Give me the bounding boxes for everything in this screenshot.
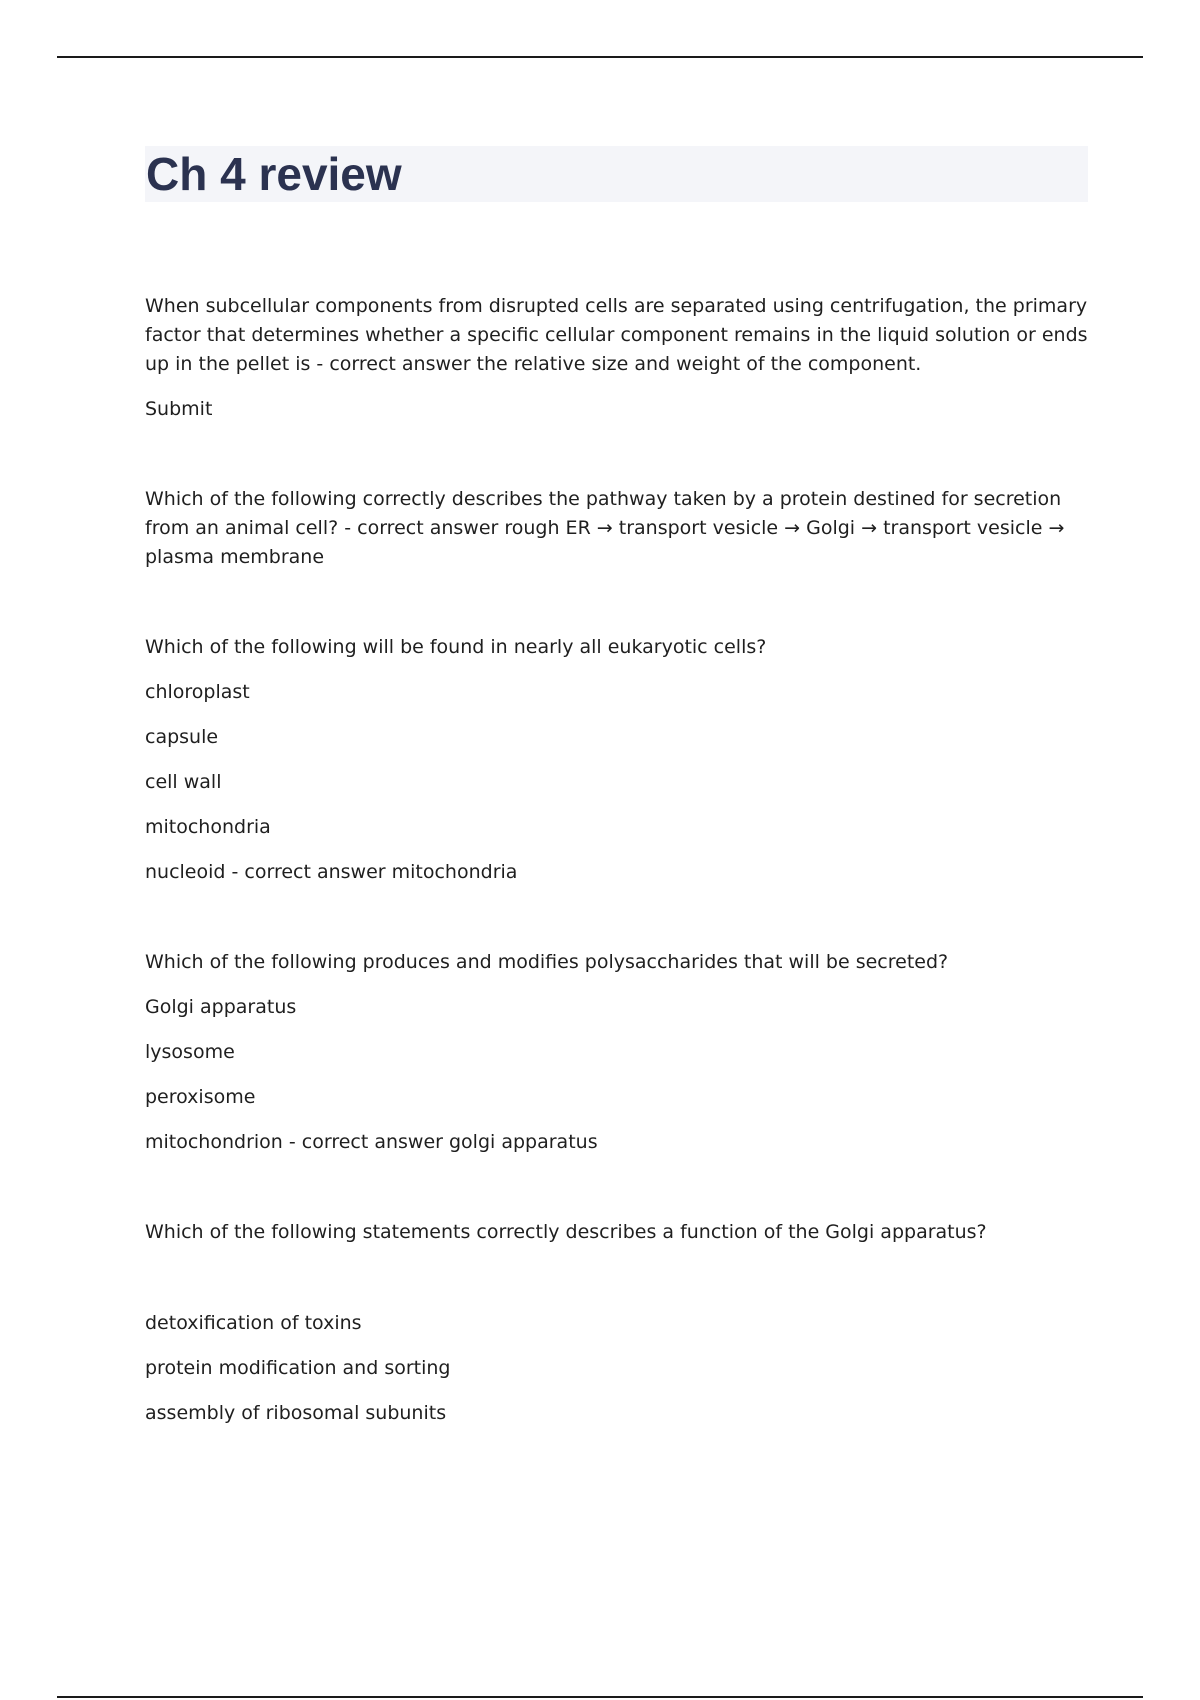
question-2-text: Which of the following correctly describes the pathway taken by a protein destined for secretion from an animal cell? - correct answer rough ER → transport vesicle → Golgi → transport vesicle → plasma membrane [145, 488, 1065, 568]
question-5-option: assembly of ribosomal subunits [145, 1402, 447, 1424]
question-3-option: mitochondria [145, 816, 271, 838]
question-5-option: detoxification of toxins [145, 1312, 362, 1334]
question-2 [145, 485, 1090, 572]
question-5 [145, 1218, 1090, 1428]
question-1-extra: Submit [145, 398, 213, 420]
question-3-option: cell wall [145, 771, 222, 793]
question-4-option: peroxisome [145, 1086, 256, 1108]
top-rule [57, 56, 1143, 58]
question-3 [145, 633, 1090, 887]
question-1-text: When subcellular components from disrupted cells are separated using centrifugation, the primary factor that determines whether a specific cellular component remains in the liquid solution or ends up in the pellet is - correct answer the relative size and weight of the component. [145, 295, 1088, 375]
question-4-option: Golgi apparatus [145, 996, 297, 1018]
question-4-option: mitochondrion - correct answer golgi apparatus [145, 1131, 598, 1153]
question-3-option: nucleoid - correct answer mitochondria [145, 861, 518, 883]
question-4-text: Which of the following produces and modifies polysaccharides that will be secreted? [145, 951, 949, 973]
question-3-option: capsule [145, 726, 219, 748]
question-4-option: lysosome [145, 1041, 235, 1063]
question-3-option: chloroplast [145, 681, 250, 703]
question-5-text: Which of the following statements correctly describes a function of the Golgi apparatus? [145, 1221, 987, 1243]
question-4 [145, 948, 1090, 1157]
question-3-text: Which of the following will be found in nearly all eukaryotic cells? [145, 636, 767, 658]
bottom-rule [57, 1696, 1143, 1698]
question-5-option: protein modification and sorting [145, 1357, 451, 1379]
question-1 [145, 292, 1090, 424]
document-title: Ch 4 review [146, 148, 402, 200]
document-body [145, 292, 1090, 1428]
